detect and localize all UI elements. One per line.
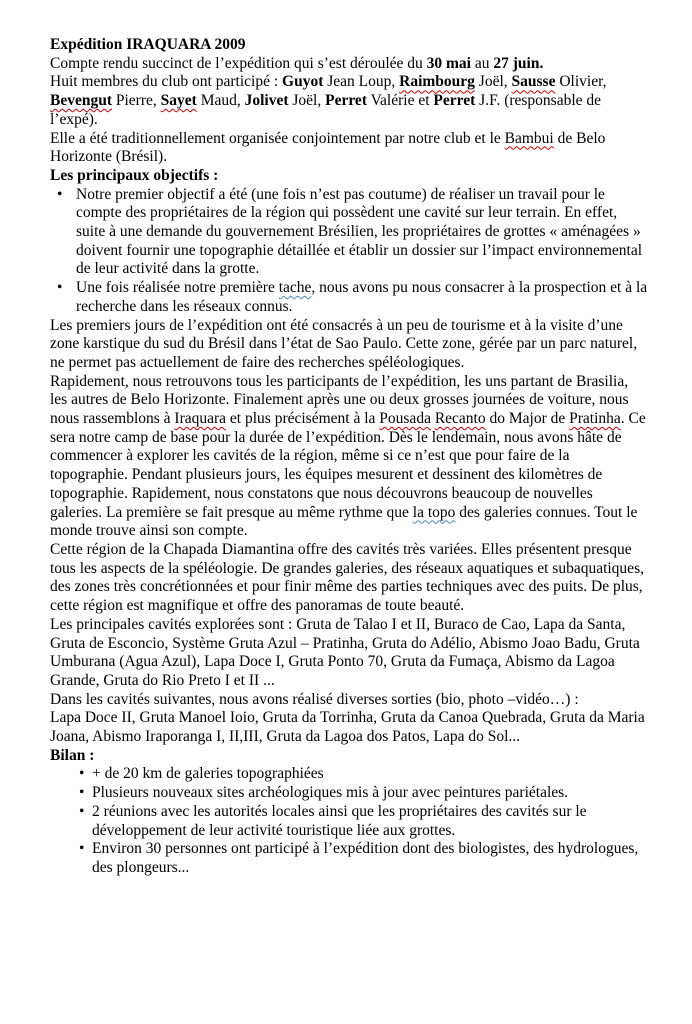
text-run: Joël, bbox=[474, 73, 512, 91]
para-cavites-explorees bbox=[50, 616, 648, 691]
text-run: do Major de bbox=[485, 410, 570, 428]
heading-bilan bbox=[50, 747, 648, 766]
text-run: , nous avons pu nous consacrer à la prospection et à la recherche dans les réseaux connus. bbox=[76, 279, 648, 315]
misspelled-word: Recanto bbox=[434, 410, 486, 428]
text-run: Jolivet bbox=[244, 92, 289, 110]
text-run: Valérie et bbox=[366, 92, 434, 110]
bullet-item bbox=[50, 803, 648, 840]
bullet-item bbox=[50, 186, 648, 280]
para-compte-rendu bbox=[50, 55, 648, 130]
bullet-item bbox=[50, 279, 648, 316]
heading-objectifs bbox=[50, 167, 648, 186]
bullet-item bbox=[50, 840, 648, 877]
bullet-icon: • bbox=[79, 802, 85, 820]
text-run: Environ 30 personnes ont participé à l’expédition dont des biologistes, des hydrologues, des plongeurs... bbox=[92, 840, 639, 876]
para-region-chapada bbox=[50, 541, 648, 616]
misspelled-word: Bambui bbox=[504, 129, 554, 147]
text-run: Cette région de la Chapada Diamantina offre des cavités très variées. Elles présentent presque tous les aspects de la spéléologie. De grandes galeries, des réseaux aquatiques et subaquatiques, des zones très concrétionnées et pour finir même des parties techniques avec des puits. De plus, cette région est magnifique et offre des panoramas de toute beauté. bbox=[50, 540, 644, 615]
bullet-item bbox=[50, 784, 648, 803]
text-run: Elle a été traditionnellement organisée conjointement par notre club et le bbox=[50, 129, 505, 147]
text-run: Les principales cavités explorées sont : Gruta de Talao I et II, Buraco de Cao, Lapa da Santa, Gruta de Esconcio, Système Gruta Azul – Pratinha, Gruta do Adélio, Abismo Joao Badu, Gruta Umburana (Agua Azul), Lapa Doce I, Gruta Ponto 70, Gruta da Fumaça, Abismo da Lagoa Grande, Gruta do Rio Preto I et II ... bbox=[50, 615, 640, 689]
para-organisation bbox=[50, 130, 648, 167]
misspelled-word: Bevengut bbox=[50, 92, 112, 110]
bullet-icon: • bbox=[79, 765, 85, 783]
text-run: Compte rendu succinct de l’expédition qui s’est déroulée du bbox=[50, 54, 427, 72]
grammar-flagged-text: la topo bbox=[412, 503, 456, 521]
misspelled-word: Raimbourg bbox=[399, 73, 475, 91]
text-run: des galeries connues. Tout le monde trouve ainsi son compte. bbox=[50, 503, 638, 540]
text-run: . Ce sera notre camp de base pour la durée de l’expédition. Dès le lendemain, nous avons hâte de commencer à explorer les cavités de la région, même si ce n’est que pour faire de la topographie. Pendant plusieurs jours, les équipes mesurent et dessinent des kilomètres de topographie. Rapidement, nous constatons que nous découvrons beaucoup de nouvelles galeries. La première se fait presque au même rythme que bbox=[50, 410, 646, 521]
text-run: 30 mai bbox=[426, 54, 471, 72]
text-run: Les principaux objectifs : bbox=[50, 166, 219, 184]
text-run: Une fois réalisée notre première bbox=[76, 279, 279, 297]
misspelled-word: Pousada bbox=[379, 410, 431, 428]
text-run: + de 20 km de galeries topographiées bbox=[92, 765, 324, 783]
grammar-flagged-text: tache bbox=[278, 279, 312, 297]
misspelled-word: Sayet bbox=[160, 92, 197, 110]
text-run: Jean Loup, bbox=[323, 73, 400, 91]
text-run: Maud, bbox=[196, 92, 245, 110]
para-premiers-jours bbox=[50, 317, 648, 373]
para-sorties-liste bbox=[50, 709, 648, 746]
text-run: Perret bbox=[433, 92, 476, 110]
text-run: Huit membres du club ont participé : bbox=[50, 73, 283, 91]
text-run: 27 juin. bbox=[493, 54, 544, 72]
text-run: au bbox=[470, 54, 494, 72]
para-sorties-intro bbox=[50, 691, 648, 710]
text-run: Olivier, bbox=[555, 73, 607, 91]
text-run: 2 réunions avec les autorités locales ainsi que les propriétaires des cavités sur le développement de leur activité touristique liée aux grottes. bbox=[92, 802, 587, 839]
list-objectifs bbox=[50, 186, 648, 317]
text-run: de Belo Horizonte (Brésil). bbox=[50, 129, 606, 166]
text-run: Guyot bbox=[282, 73, 324, 91]
text-run: Dans les cavités suivantes, nous avons réalisé diverses sorties (bio, photo –vidéo…) : bbox=[50, 690, 579, 708]
list-bilan bbox=[50, 765, 648, 877]
text-run: Lapa Doce II, Gruta Manoel Ioio, Gruta da Torrinha, Gruta da Canoa Quebrada, Gruta da Maria Joana, Abismo Iraporanga I, II,III, Gruta da Lagoa dos Patos, Lapa do Sol... bbox=[50, 709, 645, 746]
doc-title bbox=[50, 36, 648, 55]
text-run: Expédition IRAQUARA 2009 bbox=[50, 36, 246, 53]
text-run: Plusieurs nouveaux sites archéologiques mis à jour avec peintures pariétales. bbox=[92, 784, 569, 802]
text-run: Notre premier objectif a été (une fois n’est pas coutume) de réaliser un travail pour le compte des propriétaires de la région qui possèdent une cavité sur leur terrain. En effet, suite à une demande du gouvernement Brésilien, les propriétaires de grottes « aménagées » doivent fournir une topographie détaillée et établir un dossier sur l’impact environnemental de leur activité dans la grotte. bbox=[76, 185, 642, 278]
misspelled-word: Iraquara bbox=[174, 410, 227, 428]
misspelled-word: Sausse bbox=[511, 73, 556, 91]
para-rassemblement bbox=[50, 373, 648, 541]
text-run: Pierre, bbox=[112, 92, 161, 110]
text-run: J.F. (responsable de l’expé). bbox=[50, 92, 602, 128]
bullet-icon: • bbox=[79, 840, 85, 858]
text-run: Perret bbox=[325, 92, 367, 110]
misspelled-word: Pratinha bbox=[569, 410, 621, 428]
text-run: Joël, bbox=[288, 92, 326, 110]
text-run: Les premiers jours de l’expédition ont été consacrés à un peu de tourisme et à la visite d’une zone karstique du sud du Brésil dans l’état de Sao Paulo. Cette zone, gérée par un parc naturel, ne permet pas actuellement de faire des recherches spéléologiques. bbox=[50, 316, 638, 371]
bullet-icon: • bbox=[57, 185, 63, 203]
bullet-icon: • bbox=[79, 784, 85, 802]
bullet-item bbox=[50, 765, 648, 784]
text-run: Rapidement, nous retrouvons tous les participants de l’expédition, les uns partant de Brasilia, les autres de Belo Horizonte. Finalement après une ou deux grosses journées de voiture, nous nous rassemblons à bbox=[50, 372, 629, 428]
text-run: et plus précisément à la bbox=[226, 410, 380, 428]
bullet-icon: • bbox=[57, 279, 63, 297]
text-run: Bilan : bbox=[50, 746, 95, 764]
